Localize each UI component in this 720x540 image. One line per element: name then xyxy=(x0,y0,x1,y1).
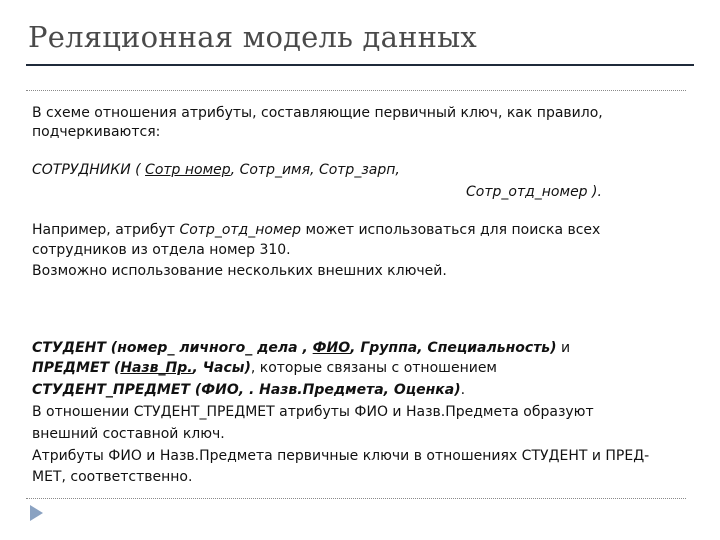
student-relation-b: , Группа, Специальность) xyxy=(350,340,557,356)
schema-prefix: СОТРУДНИКИ ( xyxy=(32,162,146,178)
subject-relation-a: ПРЕДМЕТ ( xyxy=(32,360,121,376)
student-line-5: внешний составной ключ. xyxy=(32,426,225,442)
student-line-3 xyxy=(32,381,465,400)
example-attribute: Сотр_отд_номер xyxy=(179,222,302,238)
student-line-2 xyxy=(32,359,497,378)
example-line-1 xyxy=(32,221,600,240)
student-line-1 xyxy=(32,339,570,358)
top-dotted-divider xyxy=(26,90,686,91)
student-key-fio: ФИО xyxy=(312,340,351,356)
student-subject-period: . xyxy=(460,382,466,398)
schema-primary-key: Cотр номер xyxy=(145,162,231,178)
subject-relation-b: , Часы) xyxy=(192,360,251,376)
subject-key: Назв_Пр. xyxy=(120,360,193,376)
title-rule xyxy=(26,64,694,66)
student-connector: и xyxy=(556,340,571,356)
student-line-6: Атрибуты ФИО и Назв.Предмета первичные ключи в отношениях СТУДЕНТ и ПРЕД- xyxy=(32,448,650,464)
student-relation-a: СТУДЕНТ (номер_ личного_ дела , xyxy=(32,340,313,356)
bullet-arrow-icon xyxy=(30,505,43,521)
example-text-b: может использоваться для поиска всех xyxy=(301,222,601,238)
intro-line-1: В схеме отношения атрибуты, составляющие первичный ключ, как правило, xyxy=(32,105,603,121)
example-line-2: сотрудников из отдела номер 310. xyxy=(32,242,291,258)
example-text-a: Например, атрибут xyxy=(32,222,180,238)
student-line-4: В отношении СТУДЕНТ_ПРЕДМЕТ атрибуты ФИО и Назв.Предмета образуют xyxy=(32,404,594,420)
schema-line-2: Сотр_отд_номер ). xyxy=(466,184,602,200)
subject-connector: , которые связаны с отношением xyxy=(250,360,497,376)
student-subject-relation: СТУДЕНТ_ПРЕДМЕТ (ФИО, . Назв.Предмета, Оценка) xyxy=(32,382,461,398)
bottom-dotted-divider xyxy=(26,498,686,499)
schema-rest: , Сотр_имя, Сотр_зарп, xyxy=(230,162,400,178)
example-line-3: Возможно использование нескольких внешних ключей. xyxy=(32,263,447,279)
student-line-7: МЕТ, соответственно. xyxy=(32,469,193,485)
schema-line-1 xyxy=(32,161,400,180)
page-title: Реляционная модель данных xyxy=(28,20,477,54)
intro-line-2: подчеркиваются: xyxy=(32,124,161,140)
